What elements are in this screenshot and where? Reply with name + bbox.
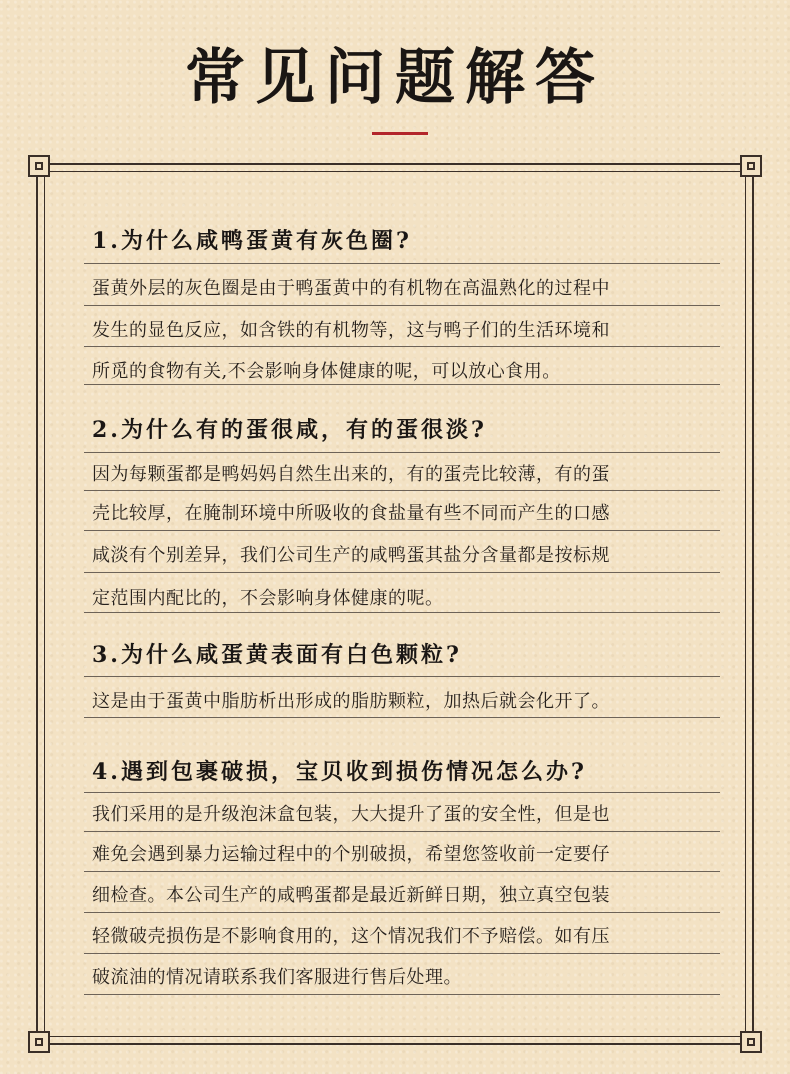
faq-answer-line: 我们采用的是升级泡沫盒包装，大大提升了蛋的安全性，但是也 bbox=[92, 804, 610, 825]
faq-answer-line: 难免会遇到暴力运输过程中的个别破损，希望您签收前一定要仔 bbox=[92, 844, 610, 865]
rule-line bbox=[84, 831, 720, 832]
rule-line bbox=[84, 572, 720, 573]
faq-answer-line: 破流油的情况请联系我们客服进行售后处理。 bbox=[92, 967, 462, 988]
faq-question-3: 3.为什么咸蛋黄表面有白色颗粒? bbox=[92, 642, 462, 668]
faq-answer-line: 所觅的食物有关,不会影响身体健康的呢，可以放心食用。 bbox=[92, 361, 561, 382]
rule-line bbox=[84, 717, 720, 718]
faq-answer-line: 发生的显色反应，如含铁的有机物等，这与鸭子们的生活环境和 bbox=[92, 320, 610, 341]
rule-line bbox=[84, 676, 720, 677]
frame-corner-ornament bbox=[740, 1031, 762, 1053]
faq-answer-line: 定范围内配比的，不会影响身体健康的呢。 bbox=[92, 588, 444, 609]
rule-line bbox=[84, 953, 720, 954]
faq-answer-line: 轻微破壳损伤是不影响食用的，这个情况我们不予赔偿。如有压 bbox=[92, 926, 610, 947]
frame-corner-ornament bbox=[28, 1031, 50, 1053]
rule-line bbox=[84, 384, 720, 385]
rule-line bbox=[84, 346, 720, 347]
rule-line bbox=[84, 263, 720, 264]
faq-answer-line: 这是由于蛋黄中脂肪析出形成的脂肪颗粒，加热后就会化开了。 bbox=[92, 691, 610, 712]
faq-question-2: 2.为什么有的蛋很咸，有的蛋很淡? bbox=[92, 417, 487, 443]
page-title: 常见问题解答 bbox=[185, 43, 605, 113]
frame-corner-ornament bbox=[28, 155, 50, 177]
rule-line bbox=[84, 912, 720, 913]
rule-line bbox=[84, 530, 720, 531]
rule-line bbox=[84, 612, 720, 613]
rule-line bbox=[84, 490, 720, 491]
faq-question-4: 4.遇到包裹破损，宝贝收到损伤情况怎么办? bbox=[92, 759, 587, 785]
rule-line bbox=[84, 305, 720, 306]
title-underline bbox=[372, 132, 428, 135]
frame-corner-ornament bbox=[740, 155, 762, 177]
faq-answer-line: 蛋黄外层的灰色圈是由于鸭蛋黄中的有机物在高温熟化的过程中 bbox=[92, 278, 610, 299]
rule-line bbox=[84, 871, 720, 872]
rule-line bbox=[84, 994, 720, 995]
faq-answer-line: 咸淡有个别差异，我们公司生产的咸鸭蛋其盐分含量都是按标规 bbox=[92, 545, 610, 566]
faq-answer-line: 因为每颗蛋都是鸭妈妈自然生出来的，有的蛋壳比较薄，有的蛋 bbox=[92, 464, 610, 485]
rule-line bbox=[84, 792, 720, 793]
faq-question-1: 1.为什么咸鸭蛋黄有灰色圈? bbox=[92, 228, 412, 254]
faq-answer-line: 壳比较厚，在腌制环境中所吸收的食盐量有些不同而产生的口感 bbox=[92, 503, 610, 524]
rule-line bbox=[84, 452, 720, 453]
faq-answer-line: 细检查。本公司生产的咸鸭蛋都是最近新鲜日期，独立真空包装 bbox=[92, 885, 610, 906]
